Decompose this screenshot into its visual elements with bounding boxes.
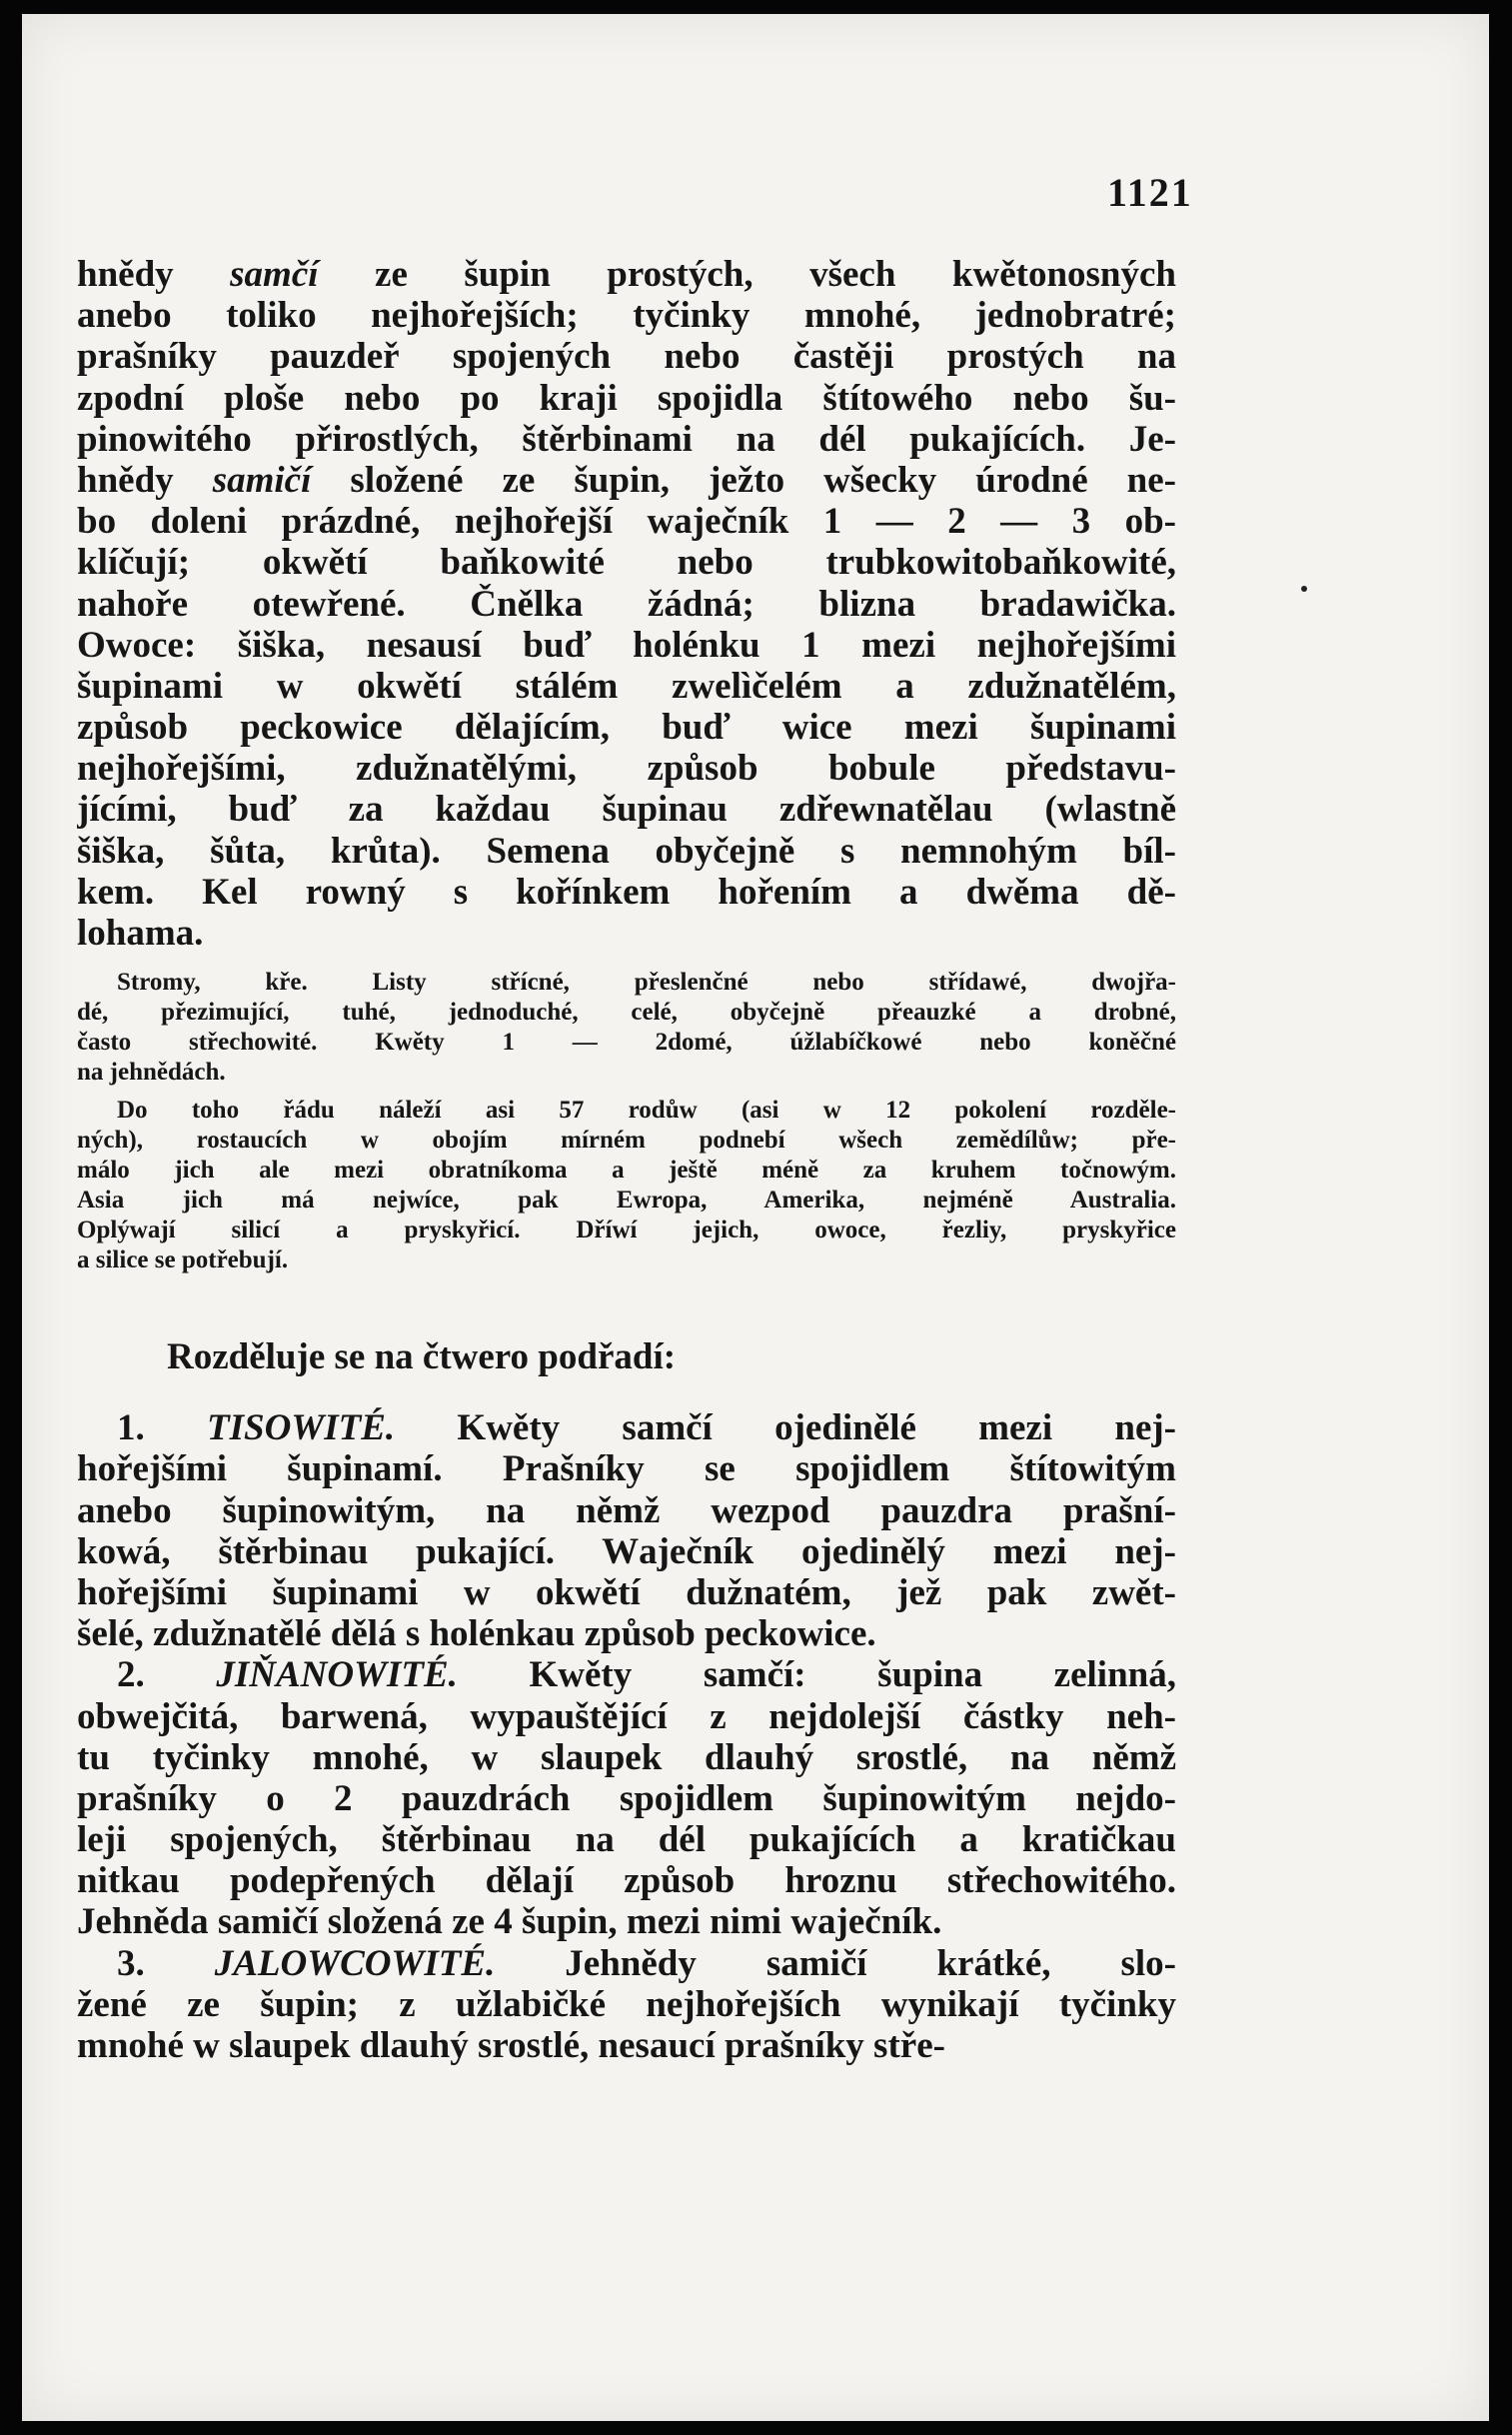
text-line (77, 872, 1176, 913)
text-line (77, 1654, 1176, 1695)
line-text: Owoce: šiška, nesausí buď holénku 1 mezi nejhořejšími (77, 624, 1176, 666)
text-line (77, 1737, 1176, 1778)
paragraph-habit (77, 968, 1176, 1088)
line-text: anebo šupinowitým, na němž wezpod pauzdra prašní- (77, 1489, 1176, 1531)
line-text: Jehnědy samičí krátké, slo- (495, 1942, 1176, 1984)
text-line: Do toho řádu náleží asi 57 rodůw (asi w 12 pokolení rozděle- (117, 1097, 1176, 1125)
line-text: hnědy (77, 254, 231, 295)
italic-term: TISOWITÉ. (207, 1407, 396, 1449)
line-text: hořejšími šupinami w okwětí dužnatém, jež pak zwět- (77, 1571, 1176, 1613)
text-line (77, 1778, 1176, 1819)
line-text: šelé, zdužnatělé dělá s holénkau způsob peckowice. (77, 1613, 876, 1655)
line-text: šiška, šůta, krůta). Semena obyčejně s nemnohým bíl- (77, 830, 1176, 872)
speck (1301, 586, 1307, 592)
line-text: nejhořejšími, zdužnatělými, způsob bobule představu- (77, 748, 1176, 790)
line-text: šupinami w okwětí stálém zwelìčelém a zdužnatělém, (77, 665, 1176, 707)
section-number: 3. (117, 1942, 215, 1984)
text-line: na jehnědách. (77, 1059, 226, 1087)
italic-term: samčí (230, 254, 319, 295)
section-heading: Rozděluje se na čtwero podřadí: (167, 1336, 677, 1378)
text-line (77, 1490, 1176, 1531)
text-line (77, 336, 1176, 377)
text-line (77, 501, 1176, 542)
text-line: ných), rostaucích w obojím mírném podnebí wšech zemědílůw; pře- (77, 1127, 1176, 1155)
text-line (77, 1819, 1176, 1860)
line-text: tu tyčinky mnohé, w slaupek dlauhý srostlé, na němž (77, 1736, 1176, 1778)
text-line: a silice se potřebují. (77, 1246, 289, 1274)
section-number: 1. (117, 1407, 208, 1449)
line-text: Kwěty samčí: šupina zelinná, (457, 1654, 1176, 1696)
line-text: hnědy (77, 459, 213, 501)
italic-term: JIŇANOWITÉ. (216, 1654, 458, 1696)
line-text: zpodní ploše nebo po kraji spojidla štítowého nebo šu- (77, 377, 1176, 419)
line-text: Kwěty samčí ojedinělé mezi nej- (395, 1407, 1176, 1449)
line-text: kem. Kel rowný s kořínkem hořením a dwěma dě- (77, 871, 1176, 913)
text-line (77, 707, 1176, 748)
text-line (77, 1860, 1176, 1901)
page-body (77, 254, 1176, 2066)
text-line: často střechowité. Kwěty 1 — 2domé, úžlabíčkowé nebo koněčné (77, 1029, 1176, 1057)
text-line (77, 789, 1176, 830)
text-line (77, 254, 1176, 295)
paragraph-description (77, 254, 1176, 954)
italic-term: samičí (212, 459, 312, 501)
text-line (77, 542, 1176, 583)
italic-term: JALOWCOWITÉ. (214, 1942, 496, 1984)
text-line (77, 2025, 1176, 2066)
book-page (22, 14, 1489, 2421)
line-text: klíčují; okwětí baňkowité nebo trubkowitobaňkowité, (77, 542, 1176, 584)
line-text: kowá, štěrbinau pukající. Wаječník ojedinělý mezi nej- (77, 1530, 1176, 1572)
line-text: způsob peckowice dělajícím, buď wice mezi šupinami (77, 707, 1176, 749)
subsection-3 (77, 1943, 1176, 2067)
text-line (77, 1696, 1176, 1737)
line-text: složené ze šupin, ježto wšecky úrodné ne- (311, 459, 1176, 501)
line-text: žené ze šupin; z užlabičké nejhořejších wynikají tyčinky (77, 1983, 1176, 2025)
line-text: anebo toliko nejhořejších; tyčinky mnohé, jednobratré; (77, 295, 1176, 337)
line-text: prašníky o 2 pauzdrách spojidlem šupinowitým nejdo- (77, 1777, 1176, 1819)
text-line: málo jich ale mezi obratníkoma a ještě méně za kruhem točnowým. (77, 1157, 1176, 1185)
text-line (77, 584, 1176, 625)
line-text: bo doleni prázdné, nejhořejší wаječník 1 — 2 — 3 ob- (77, 501, 1176, 543)
line-text: jícími, buď za každau šupinau zdřewnatělau (wlastně (77, 789, 1176, 831)
text-line (77, 378, 1176, 419)
text-line (77, 1984, 1176, 2025)
text-line (77, 419, 1176, 460)
text-line (77, 748, 1176, 789)
subsection-1 (77, 1407, 1176, 1654)
line-text: Jehněda samičí složená ze 4 šupin, mezi nimi wаječník. (77, 1901, 942, 1943)
line-text: mnohé w slaupek dlauhý srostlé, nesaucí prašníky stře- (77, 2025, 945, 2066)
line-text: ze šupin prostých, všech kwětonosných (318, 254, 1176, 295)
line-text: nitkau podepřených dělají způsob hroznu střechowitého. (77, 1860, 1176, 1902)
text-line (77, 1531, 1176, 1572)
text-line: Asia jich má nejwíce, pak Ewropa, Amerika, nejméně Australia. (77, 1187, 1176, 1215)
line-text: prašníky pauzdeř spojených nebo častěji prostých na (77, 336, 1176, 378)
paragraph-distribution (77, 1096, 1176, 1275)
text-line (77, 913, 1176, 954)
line-text: nahoře otewřené. Čnělka žádná; blizna bradawička. (77, 583, 1176, 625)
subsection-2 (77, 1654, 1176, 1942)
text-line (77, 666, 1176, 707)
text-line (77, 1407, 1176, 1448)
line-text: pinowitého přirostlých, štěrbinami na dél pukajících. Je- (77, 418, 1176, 460)
line-text: leji spojených, štěrbinau na dél pukajících a kratičkau (77, 1819, 1176, 1861)
page-number: 1121 (1107, 170, 1193, 215)
text-line (77, 625, 1176, 666)
text-line (77, 295, 1176, 336)
section-number: 2. (117, 1654, 217, 1696)
line-text: obwejčitá, barwená, wypauštějící z nejdolejší částky neh- (77, 1695, 1176, 1737)
text-line (77, 1448, 1176, 1489)
line-text: lohama. (77, 913, 204, 954)
text-line: Oplýwají silicí a pryskyřicí. Dříwí jejich, owoce, řezliy, pryskyřice (77, 1217, 1176, 1244)
text-line (77, 1572, 1176, 1613)
text-line (77, 1613, 1176, 1654)
text-line: Stromy, kře. Listy střícné, přeslenčné nebo střídawé, dwojřa- (117, 969, 1176, 997)
text-line (77, 1901, 1176, 1942)
text-line (77, 460, 1176, 501)
line-text: hořejšími šupinamí. Prašníky se spojidlem štítowitým (77, 1448, 1176, 1490)
text-line (77, 1943, 1176, 1984)
text-line (77, 831, 1176, 872)
text-line: dé, přezimující, tuhé, jednoduché, celé, obyčejně přeauzké a drobné, (77, 999, 1176, 1027)
